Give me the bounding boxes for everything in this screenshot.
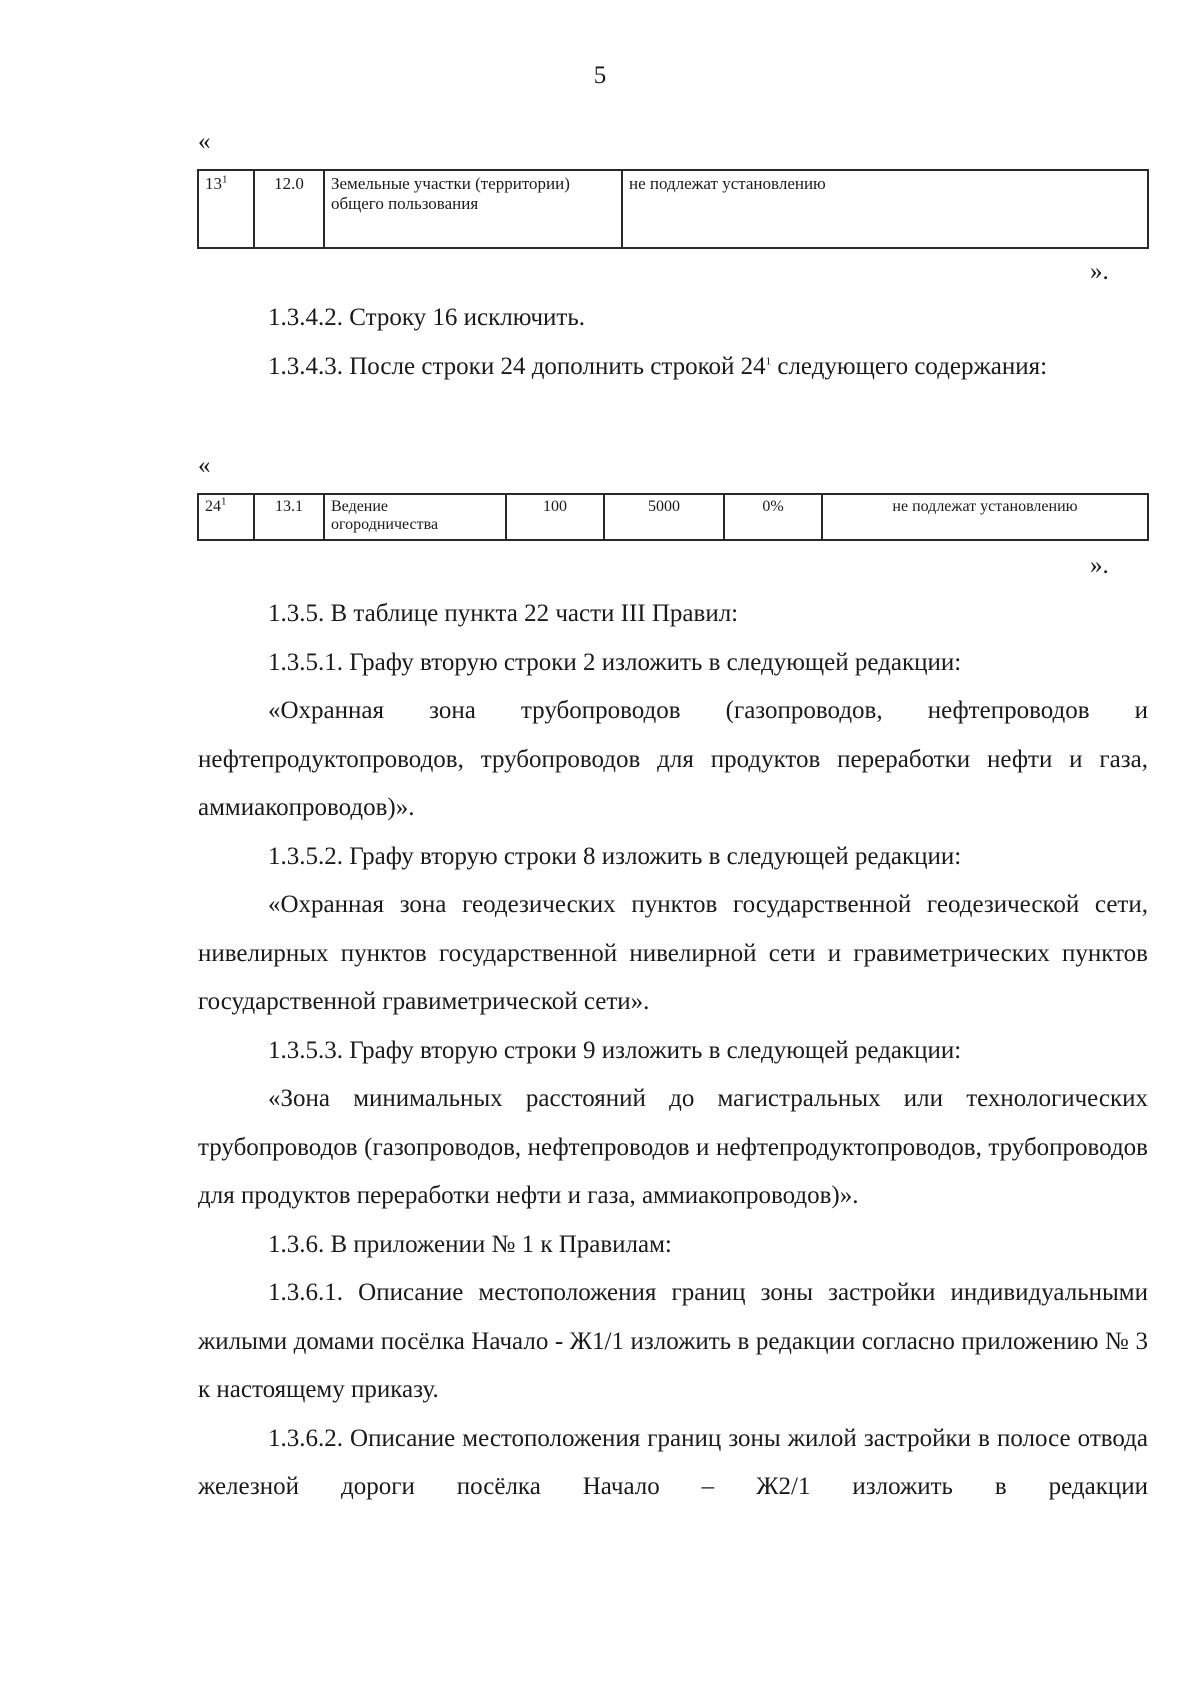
name-cell: Ведение огородничества — [324, 494, 506, 540]
paragraphs-after-table-2 — [198, 590, 1148, 1512]
name-cell: Земельные участки (территории) общего пользования — [324, 170, 622, 248]
paragraph: 1.3.5.3. Графу вторую строки 9 изложить в следующей редакции: — [268, 1036, 962, 1064]
row-number-superscript: 1 — [221, 495, 227, 508]
paragraph: «Охранная зона геодезических пунктов государственной геодезической сети, нивелирных пунктов государственной нивелирной сети и гравиметрических пунктов государственной гравиметрической сети». — [198, 891, 1148, 1015]
paragraph: 1.3.5.2. Графу вторую строки 8 изложить в следующей редакции: — [268, 842, 962, 870]
quote-open-1: « — [198, 128, 211, 155]
min-area-cell: 100 — [506, 494, 604, 540]
quote-close-1: ». — [1090, 258, 1109, 285]
paragraph: 1.3.6. В приложении № 1 к Правилам: — [268, 1230, 672, 1258]
paragraph: 1.3.6.2. Описание местоположения границ зоны жилой застройки в полосе отвода железной дороги посёлка Начало – Ж2/1 изложить в редакции — [198, 1424, 1148, 1500]
table-row — [198, 494, 1148, 540]
row-number: 13 — [205, 174, 222, 193]
row-number-cell — [198, 494, 254, 540]
paragraph: 1.3.5. В таблице пункта 22 части III Правил: — [268, 600, 739, 627]
row-number-cell — [198, 170, 254, 248]
page-number: 5 — [593, 62, 607, 89]
code-cell: 12.0 — [254, 170, 324, 248]
code-cell: 13.1 — [254, 494, 324, 540]
quote-close-2: ». — [1090, 552, 1109, 579]
paragraph: 1.3.5.1. Графу вторую строки 2 изложить в следующей редакции: — [268, 648, 962, 676]
paragraph: «Зона минимальных расстояний до магистральных или технологических трубопроводов (газопроводов, нефтепроводов и нефтепродуктопроводов, трубопроводов для продуктов переработки нефти и газа, аммиакопроводов)». — [198, 1085, 1148, 1209]
paragraphs-before-table-2 — [198, 294, 1148, 391]
percent-cell: 0% — [724, 494, 822, 540]
paragraph: 1.3.4.3. После строки 24 дополнить строкой $24^1$ следующего содержания: — [268, 352, 1048, 380]
amendment-table-2 — [197, 493, 1149, 541]
row-number-superscript: 1 — [222, 173, 228, 186]
paragraph: 1.3.6.1. Описание местоположения границ зоны застройки индивидуальными жилыми домами посёлка Начало - Ж1/1 изложить в редакции согласно приложению № 3 к настоящему приказу. — [198, 1279, 1148, 1403]
paragraph: «Охранная зона трубопроводов (газопроводов, нефтепроводов и нефтепродуктопроводов, трубопроводов для продуктов переработки нефти и газа, аммиакопроводов)». — [198, 697, 1148, 821]
amendment-table-1 — [197, 169, 1149, 249]
max-area-cell: 5000 — [604, 494, 724, 540]
quote-open-2: « — [198, 452, 211, 479]
value-cell: не подлежат установлению — [822, 494, 1148, 540]
row-number: 24 — [205, 498, 221, 515]
value-cell: не подлежат установлению — [622, 170, 1148, 248]
paragraph: 1.3.4.2. Строку 16 исключить. — [268, 304, 585, 331]
table-row — [198, 170, 1148, 248]
